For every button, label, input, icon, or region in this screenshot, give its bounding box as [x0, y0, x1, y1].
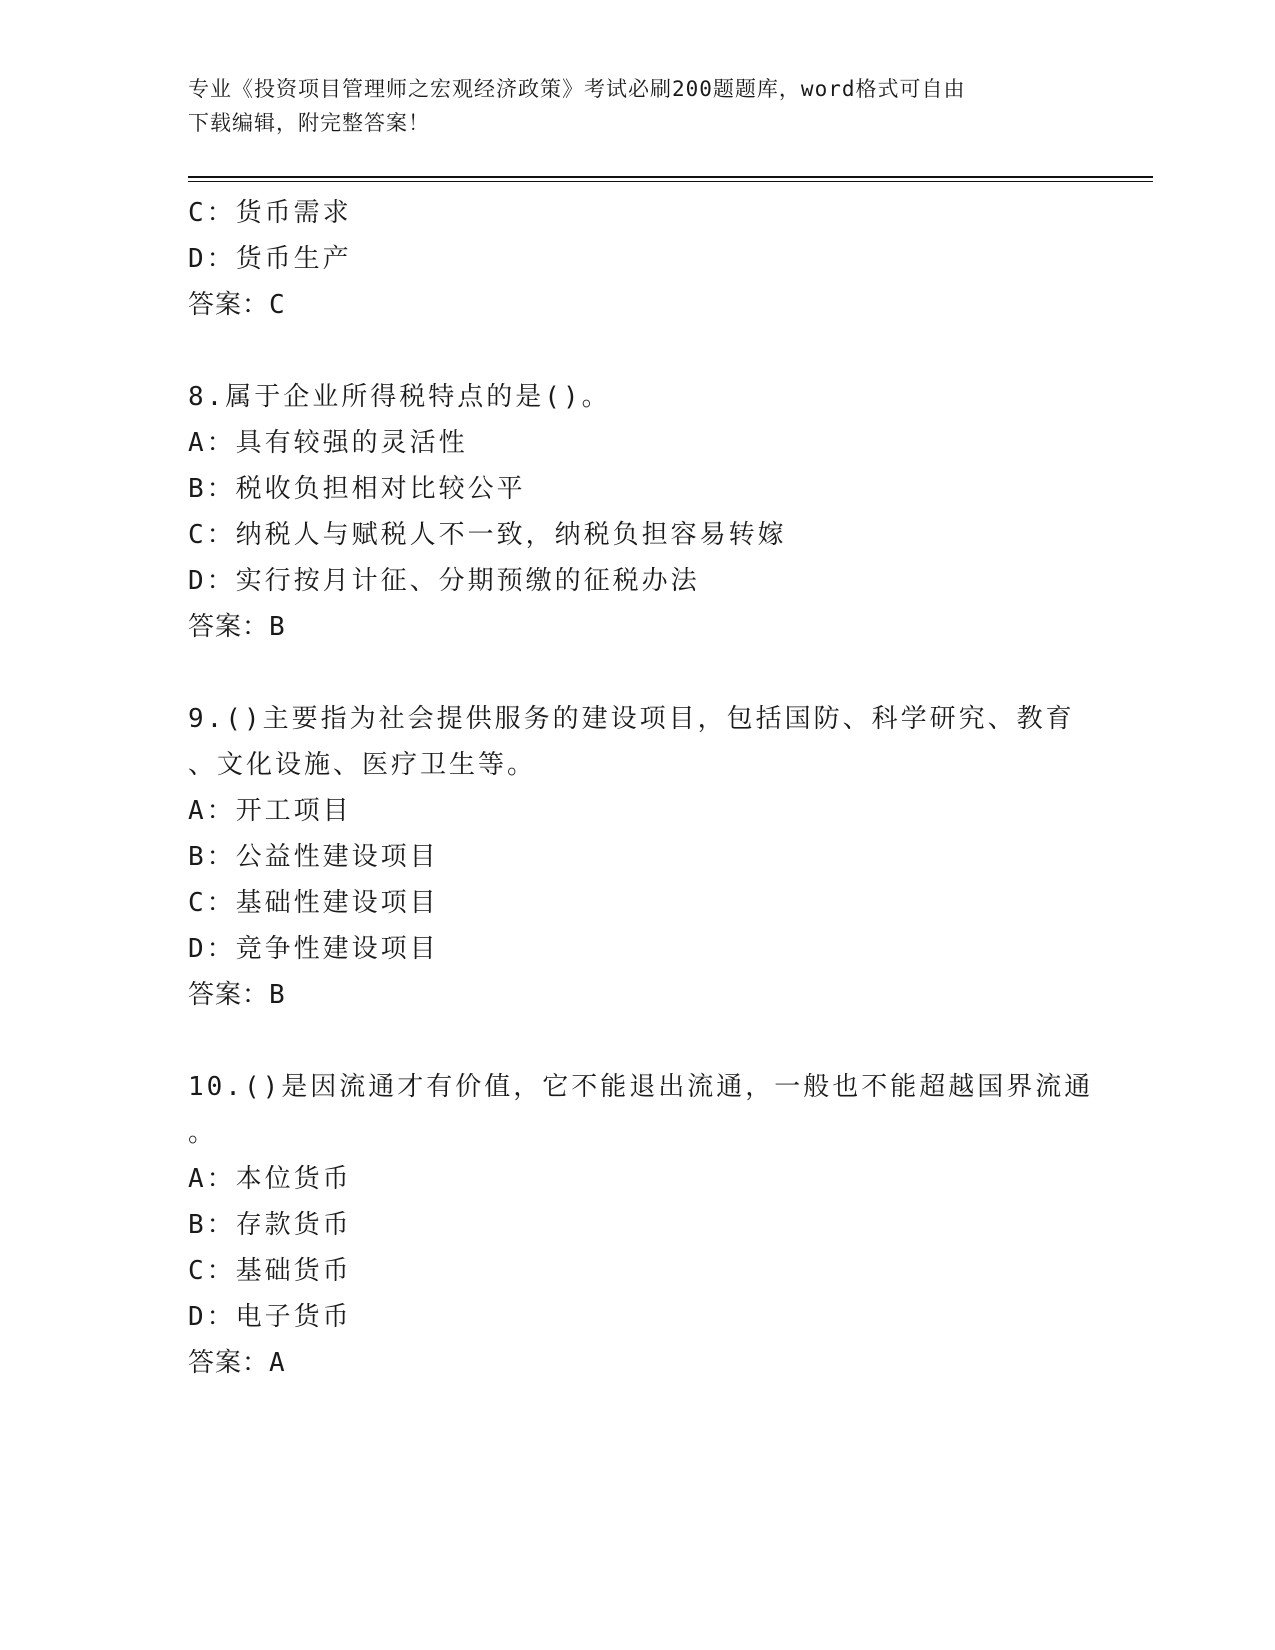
- option-d: D：竞争性建设项目: [188, 934, 439, 964]
- header-line-1: 专业《投资项目管理师之宏观经济政策》考试必刷200题题库，word格式可自由: [188, 77, 966, 101]
- header-divider-thin: [188, 181, 1153, 182]
- spacer: [188, 1018, 1088, 1064]
- option-c: C：基础货币: [188, 1256, 352, 1286]
- spacer: [188, 328, 1088, 374]
- option-d: D：电子货币: [188, 1302, 352, 1332]
- answer: 答案：B: [188, 612, 286, 642]
- option-b: B：公益性建设项目: [188, 842, 439, 872]
- spacer: [188, 650, 1088, 696]
- question-stem-line-2: 、文化设施、医疗卫生等。: [188, 750, 537, 780]
- option-d: D：货币生产: [188, 244, 352, 274]
- question-7: [188, 190, 1088, 328]
- question-list: [188, 190, 1094, 1386]
- option-c: C：纳税人与赋税人不一致，纳税负担容易转嫁: [188, 520, 787, 550]
- document-header: [188, 72, 1068, 140]
- question-9: [188, 696, 1088, 1018]
- header-line-2: 下载编辑，附完整答案！: [188, 111, 430, 135]
- question-stem-line-2: 。: [188, 1118, 218, 1148]
- question-10: [188, 1064, 1094, 1386]
- answer: 答案：B: [188, 980, 286, 1010]
- question-stem: 8.属于企业所得税特点的是()。: [188, 382, 611, 412]
- option-a: A：开工项目: [188, 796, 352, 826]
- option-a: A：具有较强的灵活性: [188, 428, 468, 458]
- answer: 答案：C: [188, 290, 286, 320]
- option-d: D：实行按月计征、分期预缴的征税办法: [188, 566, 700, 596]
- option-b: B：税收负担相对比较公平: [188, 474, 526, 504]
- option-b: B：存款货币: [188, 1210, 352, 1240]
- option-c: C：货币需求: [188, 198, 352, 228]
- option-c: C：基础性建设项目: [188, 888, 439, 918]
- question-stem-line-1: 9.()主要指为社会提供服务的建设项目，包括国防、科学研究、教育: [188, 704, 1075, 734]
- question-stem-line-1: 10.()是因流通才有价值，它不能退出流通，一般也不能超越国界流通: [188, 1072, 1094, 1102]
- question-8: [188, 374, 1088, 650]
- header-divider-thick: [188, 176, 1153, 178]
- answer: 答案：A: [188, 1348, 286, 1378]
- option-a: A：本位货币: [188, 1164, 352, 1194]
